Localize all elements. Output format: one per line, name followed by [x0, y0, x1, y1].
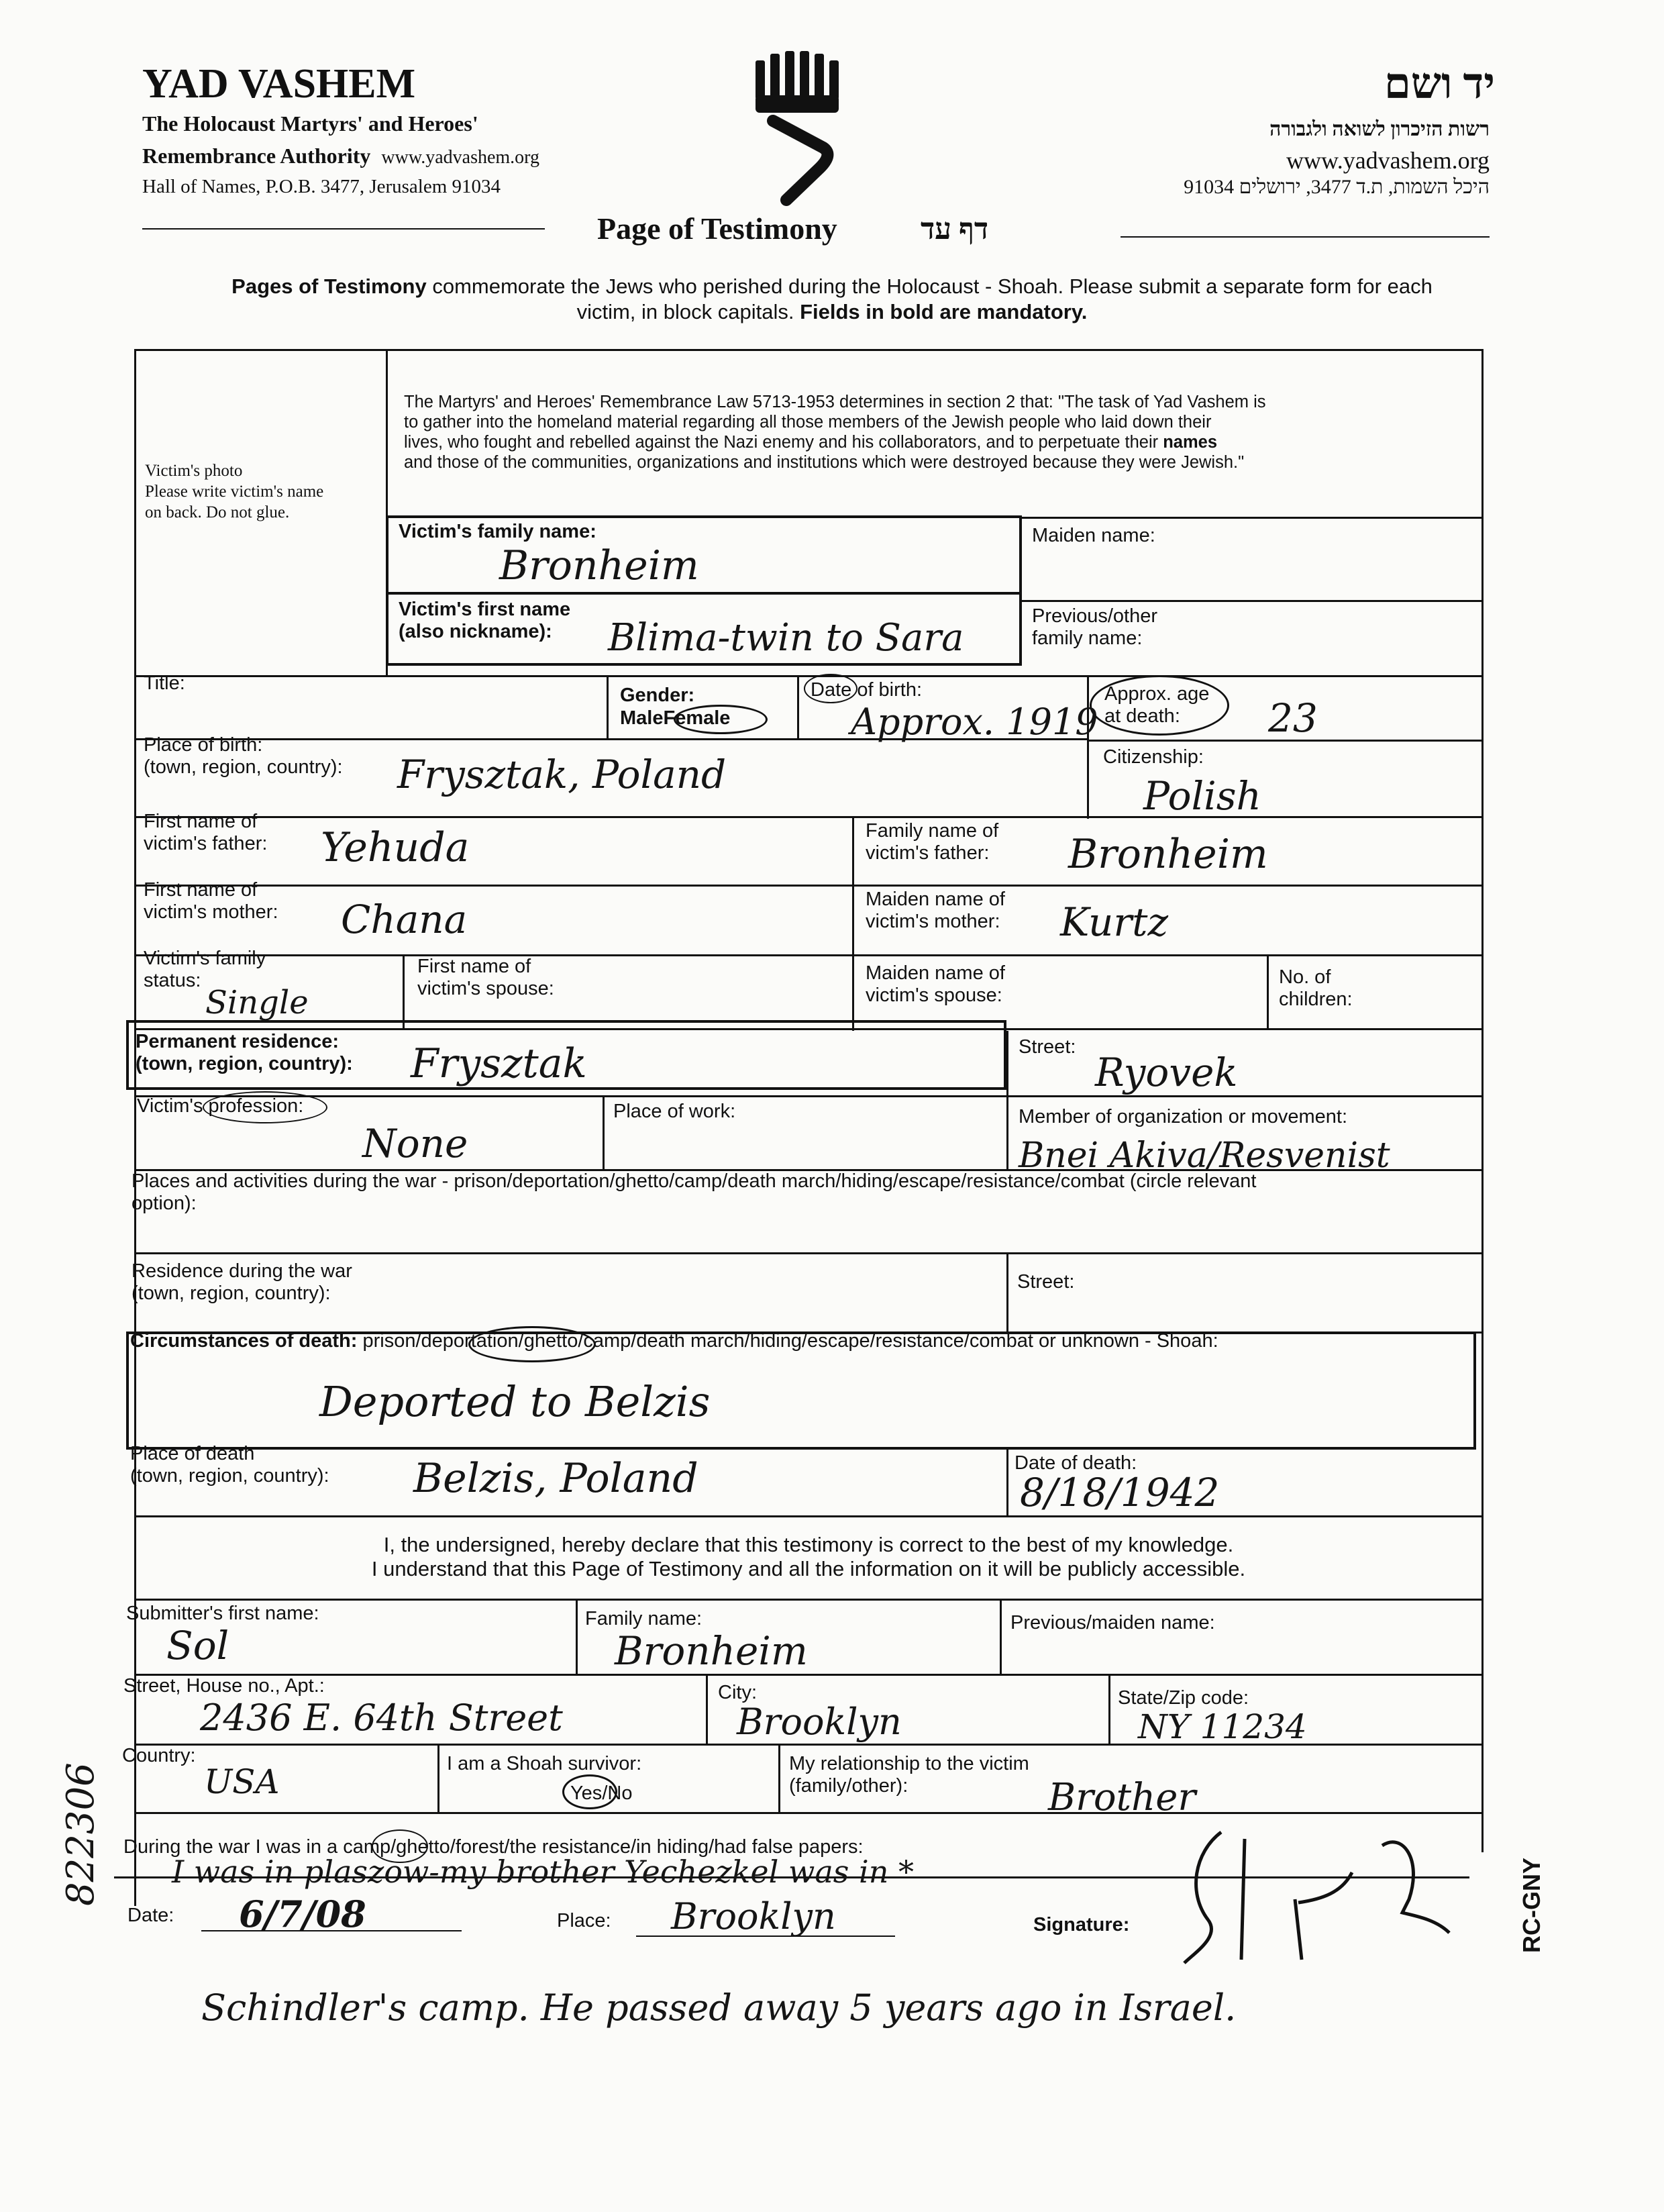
form-title-hebrew: דף עד [921, 213, 989, 246]
family-name-value: Bronheim [499, 542, 699, 589]
family-status-value: Single [205, 984, 309, 1021]
footnote-value: Schindler's camp. He passed away 5 years ago in Israel. [201, 1987, 1237, 2029]
first-name-label: Victim's first name (also nickname): [399, 599, 571, 642]
place-of-work-label: Place of work: [613, 1101, 736, 1122]
citizenship-label: Citizenship: [1103, 746, 1204, 768]
perm-residence-label: Permanent residence: (town, region, country): [136, 1031, 353, 1074]
org-address: Hall of Names, P.O.B. 3477, Jerusalem 91034 [142, 176, 501, 197]
intro-text: Pages of Testimony commemorate the Jews who perished during the Holocaust - Shoah. Please submit a separate form for each victim, in block capitals. Fields in bold are mandatory. [231, 274, 1433, 323]
form-title: Page of Testimony [597, 211, 837, 246]
handwritten-signature [1181, 1819, 1463, 1973]
circumstances-label: Circumstances of death: prison/deportation/ghetto/camp/death march/hiding/escape/resistance/combat or unknown - Shoah: [130, 1330, 1218, 1352]
submitter-country-value: USA [204, 1762, 280, 1801]
age-label: Approx. age at death: [1104, 683, 1210, 727]
father-family-value: Bronheim [1068, 831, 1268, 878]
places-during-war-label: Places and activities during the war - prison/deportation/ghetto/camp/death march/hiding/escape/resistance/combat (circle relevant option): [132, 1170, 1257, 1214]
submitter-street-value: 2436 E. 64th Street [200, 1697, 563, 1739]
dob-label: Date of birth: [811, 679, 923, 701]
age-circle [1090, 675, 1229, 736]
pob-label: Place of birth: (town, region, country): [144, 734, 343, 778]
hebrew-address: היכל השמות, ת.ד 3477, ירושלים 91034 [1184, 176, 1490, 198]
submitter-first-label: Submitter's first name: [126, 1603, 319, 1624]
spouse-maiden-label: Maiden name of victim's spouse: [866, 962, 1005, 1006]
family-status-label: Victim's family status: [144, 948, 266, 991]
during-war-value: I was in plaszow-my brother Yechezkel was in * [172, 1854, 914, 1890]
profession-value: None [362, 1121, 468, 1166]
survivor-options: Yes/No [570, 1782, 633, 1804]
date-value: 6/7/08 [239, 1893, 366, 1936]
date-of-death-label: Date of death: [1015, 1452, 1137, 1474]
previous-name-label: Previous/other family name: [1032, 605, 1157, 649]
mother-first-label: First name of victim's mother: [144, 879, 278, 923]
place-of-death-value: Belzis, Poland [413, 1455, 698, 1502]
submitter-state-label: State/Zip code: [1118, 1687, 1249, 1709]
date-of-death-value: 8/18/1942 [1020, 1470, 1220, 1515]
profession-circle [203, 1091, 327, 1123]
header-rule-left [142, 228, 545, 230]
side-number: 822306 [59, 1762, 103, 1906]
residence-war-label: Residence during the war (town, region, country): [132, 1260, 352, 1304]
relation-value: Brother [1048, 1776, 1196, 1819]
signature-label: Signature: [1033, 1914, 1130, 1936]
place-label: Place: [557, 1910, 611, 1931]
street-war-label: Street: [1017, 1271, 1075, 1293]
hebrew-subtitle: רשות הזיכרון לשואה ולגבורה [1269, 118, 1490, 140]
member-org-label: Member of organization or movement: [1019, 1106, 1347, 1127]
children-label: No. of children: [1279, 966, 1353, 1010]
maiden-name-label: Maiden name: [1032, 525, 1155, 546]
photo-instructions: Victim's photo Please write victim's name on back. Do not glue. [145, 462, 324, 521]
submitter-city-label: City: [718, 1682, 757, 1703]
gender-label: Gender: [620, 685, 695, 706]
relation-label: My relationship to the victim (family/other): [789, 1753, 1029, 1797]
street-value: Ryovek [1095, 1050, 1238, 1095]
submitter-city-value: Brooklyn [737, 1701, 902, 1743]
spouse-first-label: First name of victim's spouse: [417, 956, 554, 999]
submitter-first-value: Sol [166, 1623, 229, 1668]
submitter-country-label: Country: [122, 1745, 196, 1766]
mother-maiden-value: Kurtz [1060, 899, 1169, 945]
father-first-value: Yehuda [321, 824, 470, 871]
during-war-label: During the war I was in a camp/ghetto/forest/the resistance/in hiding/had false papers: [123, 1836, 864, 1858]
submitter-family-value: Bronheim [615, 1628, 808, 1674]
submitter-prev-label: Previous/maiden name: [1010, 1612, 1215, 1633]
family-name-label: Victim's family name: [399, 521, 596, 542]
perm-residence-value: Frysztak [411, 1040, 587, 1087]
place-value: Brooklyn [671, 1895, 836, 1938]
place-of-death-label: Place of death (town, region, country): [130, 1443, 329, 1487]
circumstances-value: Deported to Belzis [319, 1377, 711, 1426]
header-rule-right [1121, 236, 1490, 238]
yad-vashem-logo [746, 47, 847, 208]
submitter-state-value: NY 11234 [1138, 1707, 1307, 1746]
title-label: Title: [144, 672, 185, 694]
submitter-street-label: Street, House no., Apt.: [123, 1675, 325, 1697]
mother-first-value: Chana [341, 897, 468, 942]
law-text: The Martyrs' and Heroes' Remembrance Law 5713-1953 determines in section 2 that: "The task of Yad Vashem is to gather into the homeland material regarding all those members of the Jewish people who laid down their lives, who fought and rebelled against the Nazi enemy and his collaborators, and to perpetuate their names and those of the communities, organizations and institutions which were destroyed because they were Jewish." [404, 393, 1266, 472]
hebrew-org-name: יד ושם [1384, 60, 1495, 107]
hebrew-web: www.yadvashem.org [1286, 147, 1490, 174]
gender-options: MaleFemale [620, 707, 731, 729]
profession-label: Victim's profession: [137, 1095, 304, 1117]
street-label: Street: [1019, 1036, 1076, 1058]
first-name-value: Blima-twin to Sara [608, 616, 964, 660]
female-circle [674, 705, 768, 734]
dob-value: Approx. 1919 [851, 701, 1098, 743]
date-label: Date: [127, 1905, 174, 1926]
yes-circle [562, 1774, 617, 1809]
side-code: RC-GNY [1518, 1858, 1545, 1953]
mother-maiden-label: Maiden name of victim's mother: [866, 889, 1005, 932]
org-authority: Remembrance Authority www.yadvashem.org [142, 144, 539, 168]
submitter-family-label: Family name: [585, 1608, 703, 1629]
dob-circle [804, 674, 857, 703]
deportation-circle [468, 1326, 596, 1362]
father-family-label: Family name of victim's father: [866, 820, 999, 864]
survivor-label: I am a Shoah survivor: [447, 1753, 642, 1774]
org-name: YAD VASHEM [142, 61, 416, 107]
age-value: 23 [1268, 695, 1318, 741]
father-first-label: First name of victim's father: [144, 811, 268, 854]
member-org-value: Bnei Akiva/Resvenist [1019, 1136, 1390, 1176]
declaration: I, the undersigned, hereby declare that this testimony is correct to the best of my knowledge. I understand that this Page of Testimony and all the information on it will be publicly accessible. [371, 1533, 1246, 1580]
org-subtitle: The Holocaust Martyrs' and Heroes' [142, 111, 478, 136]
citizenship-value: Polish [1143, 773, 1261, 819]
pob-value: Frysztak, Poland [397, 752, 727, 797]
